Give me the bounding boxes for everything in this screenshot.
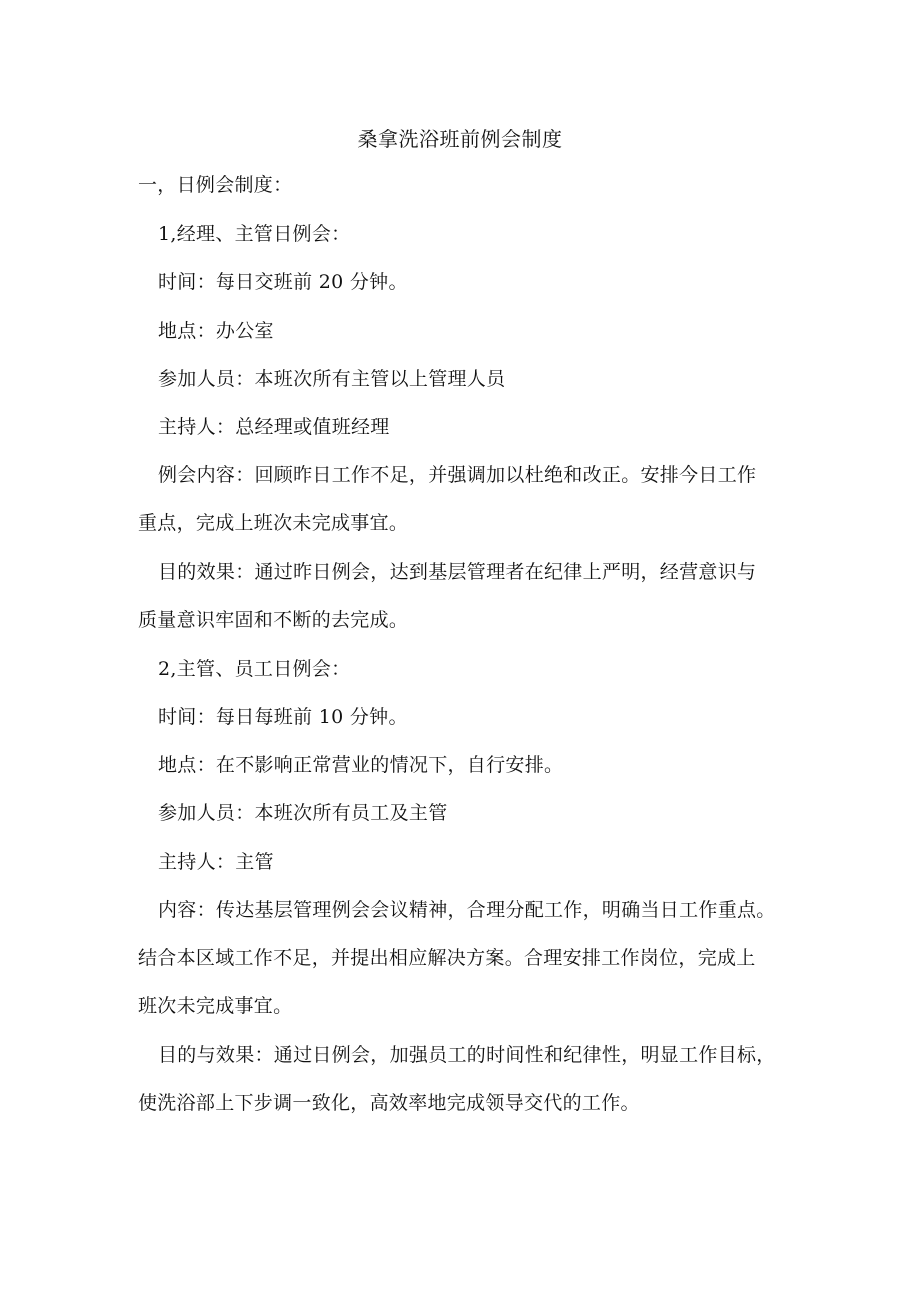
text-line: 主持人：主管 (158, 851, 274, 873)
text-line: 目的效果：通过昨日例会，达到基层管理者在纪律上严明，经营意识与 (158, 561, 757, 583)
document-title: 桑拿洗浴班前例会制度 (357, 127, 563, 151)
text-line: 时间：每日每班前 10 分钟。 (158, 706, 408, 728)
text-line: 重点，完成上班次未完成事宜。 (138, 512, 409, 534)
text-line: 使洗浴部上下步调一致化，高效率地完成领导交代的工作。 (138, 1092, 640, 1114)
text-line: 地点：在不影响正常营业的情况下，自行安排。 (158, 754, 564, 776)
text-line: 班次未完成事宜。 (138, 995, 293, 1017)
text-line: 目的与效果：通过日例会，加强员工的时间性和纪律性，明显工作目标， (158, 1044, 776, 1066)
text-line: 参加人员：本班次所有主管以上管理人员 (158, 368, 506, 390)
text-line: 例会内容：回顾昨日工作不足，并强调加以杜绝和改正。安排今日工作 (158, 464, 757, 486)
subsection-heading: 1,经理、主管日例会： (158, 223, 351, 245)
section-heading: 一，日例会制度： (138, 174, 293, 196)
text-line: 结合本区域工作不足，并提出相应解决方案。合理安排工作岗位，完成上 (138, 947, 756, 969)
text-line: 内容：传达基层管理例会会议精神，合理分配工作，明确当日工作重点。 (158, 899, 776, 921)
subsection-heading: 2,主管、员工日例会： (158, 658, 351, 680)
text-line: 时间：每日交班前 20 分钟。 (158, 271, 408, 293)
text-line: 质量意识牢固和不断的去完成。 (138, 609, 409, 631)
text-line: 参加人员：本班次所有员工及主管 (158, 802, 448, 824)
text-line: 地点：办公室 (158, 320, 274, 342)
text-line: 主持人：总经理或值班经理 (158, 416, 390, 438)
